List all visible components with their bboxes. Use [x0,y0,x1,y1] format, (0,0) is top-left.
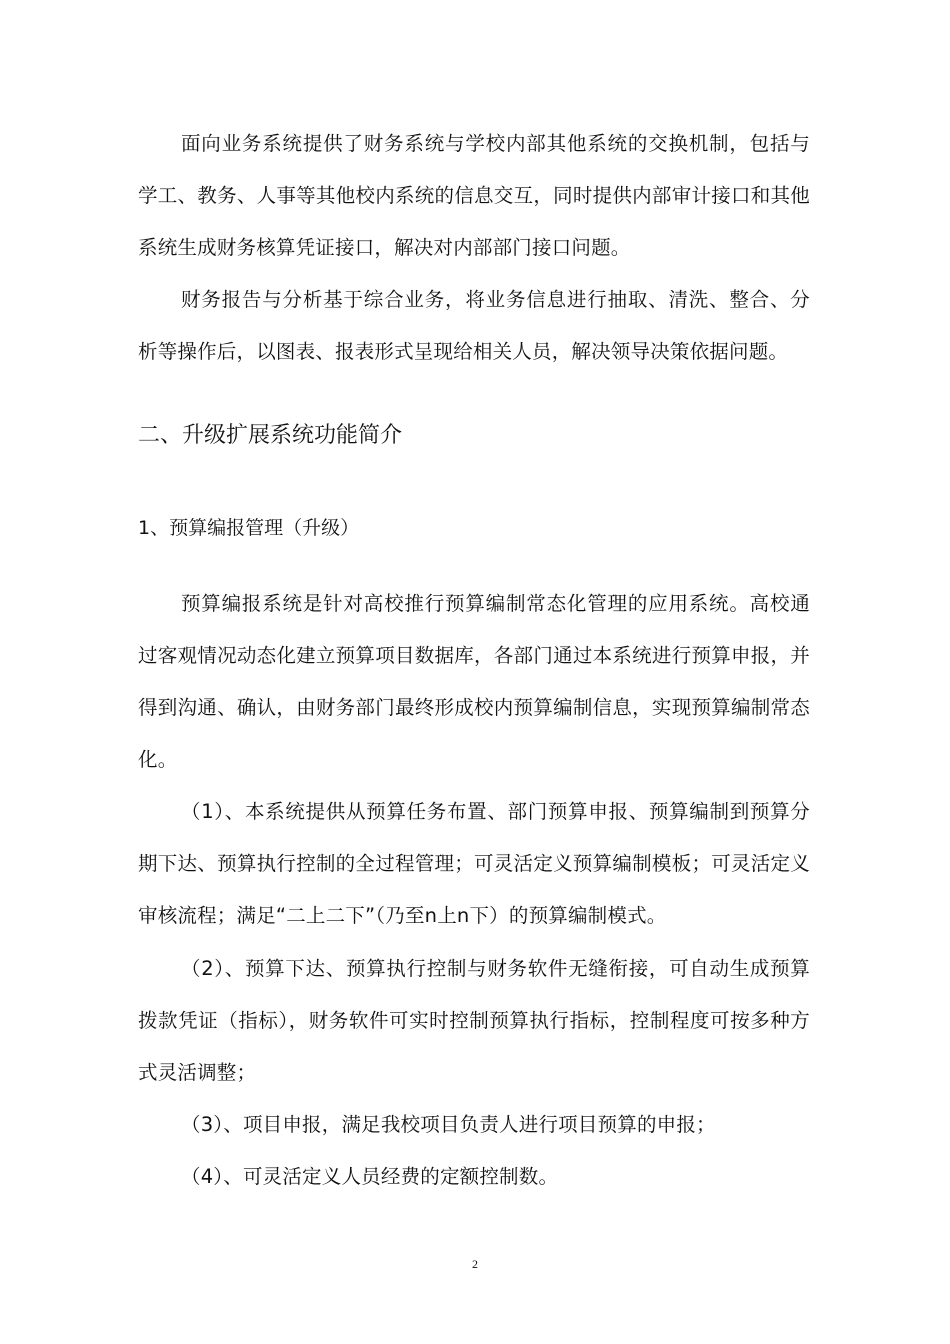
list-item-1: （1）、本系统提供从预算任务布置、部门预算申报、预算编制到预算分期下达、预算执行控制的全过程管理；可灵活定义预算编制模板；可灵活定义审核流程；满足“二上二下”（乃至n上n下）的预算编制模式。 [138,800,810,927]
paragraph-business-system: 面向业务系统提供了财务系统与学校内部其他系统的交换机制，包括与学工、教务、人事等其他校内系统的信息交互，同时提供内部审计接口和其他系统生成财务核算凭证接口，解决对内部部门接口问题。 [138,132,810,259]
subsection-heading: 1、预算编报管理（升级） [138,517,360,539]
list-item-3: （3）、项目申报，满足我校项目负责人进行项目预算的申报； [181,1113,716,1136]
list-item-2: （2）、预算下达、预算执行控制与财务软件无缝衔接，可自动生成预算拨款凭证（指标），财务软件可实时控制预算执行指标，控制程度可按多种方式灵活调整； [138,957,810,1084]
page-number: 2 [472,1257,478,1271]
paragraph-budget-system: 预算编报系统是针对高校推行预算编制常态化管理的应用系统。高校通过客观情况动态化建立预算项目数据库，各部门通过本系统进行预算申报，并得到沟通、确认，由财务部门最终形成校内预算编制信息，实现预算编制常态化。 [138,592,810,771]
section-heading: 二、升级扩展系统功能简介 [138,423,403,448]
paragraph-financial-report: 财务报告与分析基于综合业务，将业务信息进行抽取、清洗、整合、分析等操作后，以图表、报表形式呈现给相关人员，解决领导决策依据问题。 [138,288,810,363]
list-item-4: （4）、可灵活定义人员经费的定额控制数。 [181,1165,559,1188]
